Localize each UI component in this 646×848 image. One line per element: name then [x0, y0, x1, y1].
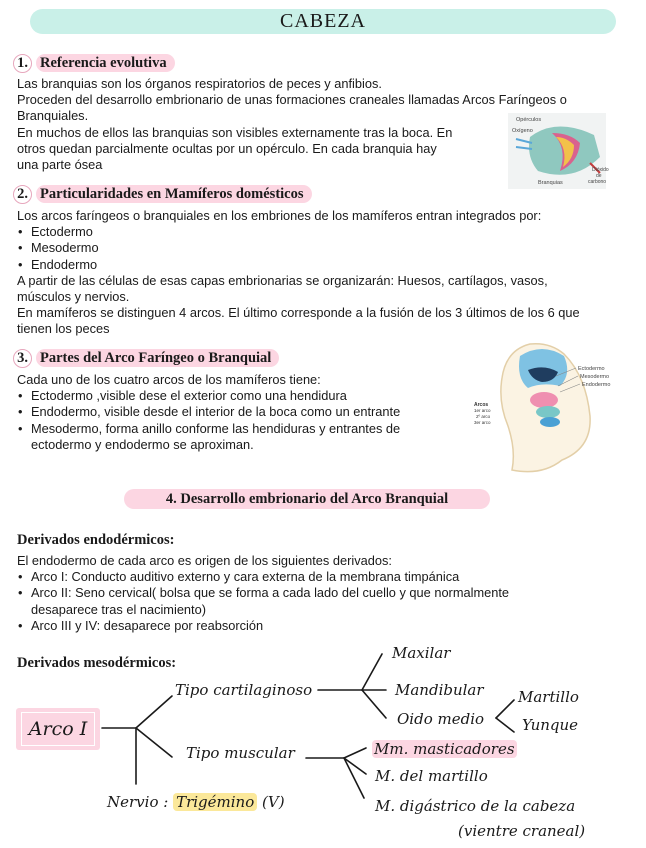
- section-4-heading: 4. Desarrollo embrionario del Arco Branquial: [124, 489, 490, 509]
- masticadores-text: Mm. masticadores: [374, 740, 515, 758]
- fish-gills-figure: [508, 113, 609, 189]
- label-mesodermo: Mesodermo: [580, 374, 610, 380]
- section-1-number: 1.: [13, 54, 32, 73]
- trigemino-label: Trigémino: [173, 793, 257, 811]
- label-oxigeno: Oxígeno: [512, 128, 533, 134]
- text-line: A partir de las células de esas capas embrionarias se organizarán: Huesos, cartílagos, vasos,: [17, 272, 548, 288]
- section-2-list: [17, 224, 632, 273]
- label-ectodermo: Ectodermo: [578, 366, 605, 372]
- label-arco-1: 1er arco: [474, 408, 491, 413]
- list-item: • Arco I: Conducto auditivo externo y cara externa de la membrana timpánica: [17, 569, 632, 585]
- list-item-text: Arco II: Seno cervical( bolsa que se forma a cada lado del cuello y que normalmente: [31, 585, 510, 601]
- endodermic-heading: Derivados endodérmicos:: [17, 532, 175, 548]
- arch-1: [530, 392, 558, 408]
- section-2-title: Particularidades en Mamíferos domésticos: [36, 185, 312, 203]
- to-digastrico: [344, 758, 364, 798]
- digastrico-label: M. digástrico de la cabeza: [375, 797, 576, 815]
- section-1-title: Referencia evolutiva: [36, 54, 175, 72]
- section-3-title: Partes del Arco Faríngeo o Branquial: [36, 349, 279, 367]
- list-item: • Ectodermo: [17, 224, 632, 240]
- vientre-craneal-label: (vientre craneal): [458, 822, 586, 840]
- martillo-label: Martillo: [518, 688, 579, 706]
- to-yunque: [496, 718, 514, 732]
- list-item: • Endodermo: [17, 257, 632, 273]
- nervio-row: [107, 793, 285, 811]
- embryo-figure: [472, 330, 624, 480]
- arch-2: [536, 406, 560, 418]
- section-2-intro: Los arcos faríngeos o branquiales en los embriones de los mamíferos entran integrados por:: [17, 208, 542, 223]
- list-item: • Ectodermo ,visible dese el exterior como una hendidura: [17, 388, 477, 404]
- m-martillo-label: M. del martillo: [375, 767, 488, 785]
- masticadores-label: [372, 740, 517, 758]
- arco-label: Arco I: [21, 712, 95, 746]
- text-line: En muchos de ellos las branquias son visibles externamente tras la boca. En: [17, 124, 453, 140]
- trigemino-number: (V): [262, 793, 285, 811]
- tipo-cartilaginoso-label: Tipo cartilaginoso: [175, 681, 313, 699]
- mesodermic-heading: Derivados mesodérmicos:: [17, 655, 177, 671]
- oido-medio-label: Oido medio: [397, 710, 485, 728]
- list-item: • Arco III y IV: desaparece por reabsorción: [17, 618, 632, 634]
- to-martillo: [496, 700, 514, 718]
- label-dioxido-3: carbono: [588, 179, 607, 185]
- to-maxilar: [362, 654, 382, 690]
- text-line: una parte ósea: [17, 157, 103, 173]
- text-line: tienen los peces: [17, 321, 110, 337]
- mandibular-label: Mandibular: [395, 681, 484, 699]
- label-operculos: Opérculos: [516, 117, 542, 123]
- section-3-list: [17, 388, 477, 453]
- section-2-body: [17, 208, 632, 338]
- tipo-muscular-label: Tipo muscular: [186, 744, 295, 762]
- yunque-label: Yunque: [522, 716, 579, 734]
- page-title: CABEZA: [30, 9, 616, 34]
- label-arco-2: 2º arco: [476, 414, 491, 419]
- branch-muscular: [136, 728, 172, 757]
- section-2-heading: [13, 185, 312, 204]
- to-oido: [362, 690, 386, 718]
- list-item: [17, 585, 632, 617]
- label-dioxido-1: Dióxido: [592, 167, 609, 173]
- label-arcos: Arcos: [474, 402, 489, 408]
- endodermic-intro: El endodermo de cada arco es origen de los siguientes derivados:: [17, 553, 392, 568]
- text-line: Las branquias son los órganos respiratorios de peces y anfibios.: [17, 76, 382, 91]
- list-item: [17, 421, 477, 453]
- section-3-intro: Cada uno de los cuatro arcos de los mamíferos tiene:: [17, 372, 321, 387]
- list-item-continuation: ectodermo y endodermo se aproximan.: [31, 436, 254, 452]
- nervio-label: Nervio :: [107, 793, 169, 811]
- branch-cartilaginoso: [136, 696, 172, 728]
- text-line: Proceden del desarrollo embrionario de unas formaciones craneales llamadas Arcos Faríngeos o: [17, 92, 567, 108]
- label-arco-3: 3er arco: [474, 420, 491, 425]
- endodermic-list: [17, 569, 632, 634]
- text-line: En mamíferos se distinguen 4 arcos. El último corresponde a la fusión de los 3 últimos de los 6 que: [17, 305, 580, 321]
- maxilar-label: Maxilar: [392, 644, 451, 662]
- list-item-continuation: desaparece tras el nacimiento): [31, 601, 206, 617]
- section-3-body: [17, 372, 477, 453]
- text-line: otros quedan parcialmente ocultas por un opérculo. En cada branquia hay: [17, 140, 437, 156]
- section-3-heading: [13, 349, 279, 368]
- list-item-text: Mesodermo, forma anillo conforme las hendiduras y entrantes de: [31, 420, 401, 436]
- to-masticadores: [344, 748, 366, 758]
- endodermic-body: [17, 553, 632, 634]
- list-item: • Endodermo, visible desde el interior de la boca como un entrante: [17, 404, 477, 420]
- label-dioxido-2: de: [596, 173, 602, 179]
- label-branquias: Branquias: [538, 180, 563, 186]
- section-2-number: 2.: [13, 185, 32, 204]
- section-3-number: 3.: [13, 349, 32, 368]
- label-endodermo: Endodermo: [582, 382, 611, 388]
- text-line: músculos y nervios.: [17, 289, 130, 305]
- arco-box: [16, 708, 100, 750]
- section-1-heading: [13, 54, 175, 73]
- text-line: Branquiales.: [17, 108, 89, 124]
- list-item: • Mesodermo: [17, 240, 632, 256]
- arch-3: [540, 417, 560, 427]
